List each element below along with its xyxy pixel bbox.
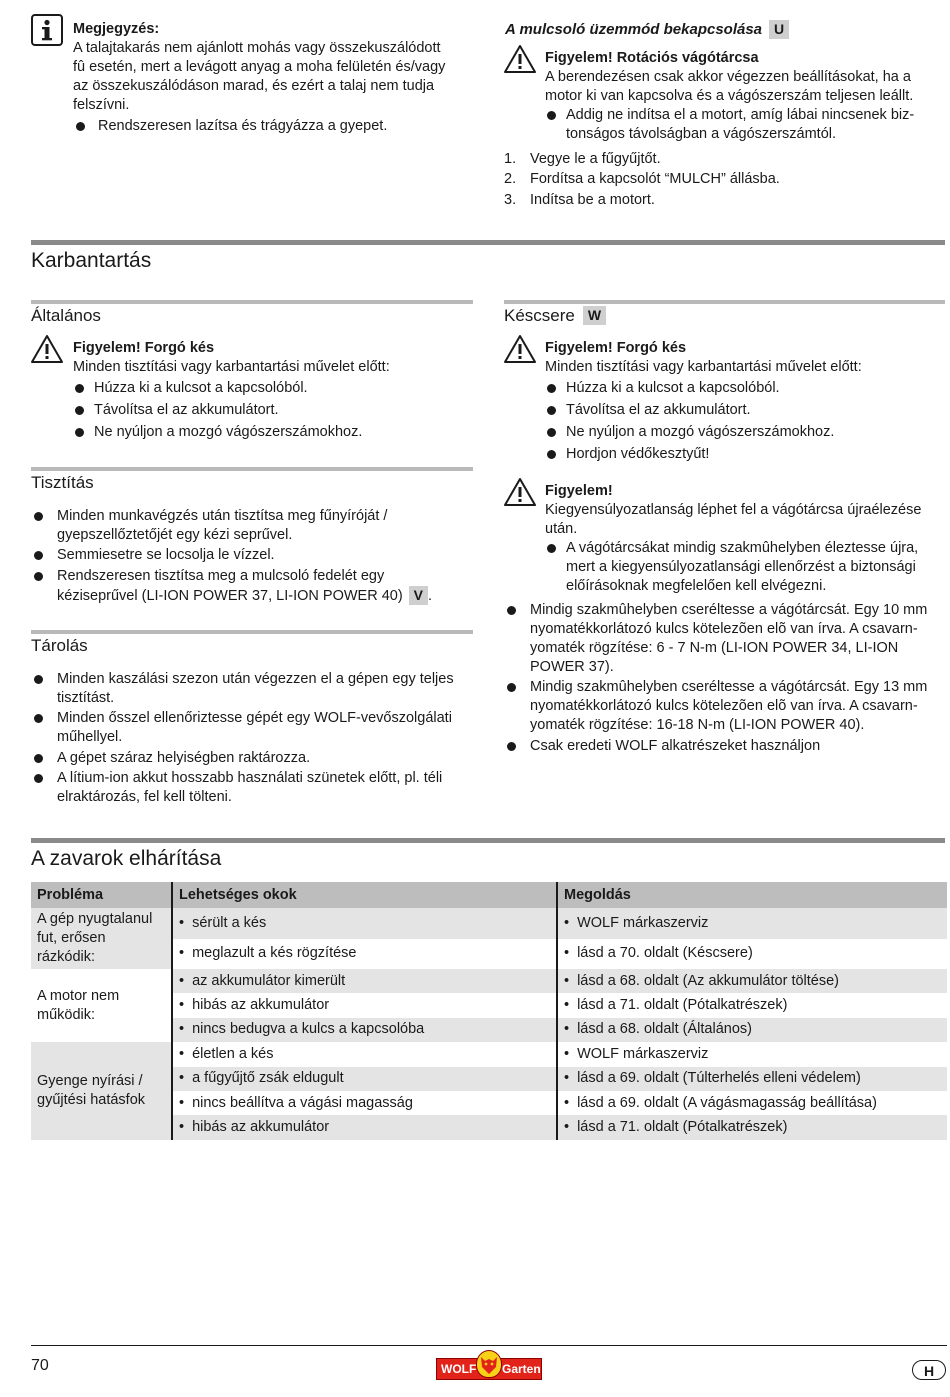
cause-cell: • az akkumulátor kimerült [172, 969, 557, 993]
table-header-cell: Megoldás [557, 882, 947, 908]
balance-warning [545, 482, 947, 596]
note-line: az összekuszálódáson marad, és ezért a talaj nem tudja [73, 78, 435, 94]
footer-divider [31, 1345, 947, 1346]
blade-list [504, 599, 948, 757]
list-item [545, 539, 947, 596]
list-item [504, 678, 948, 735]
list-item-text: Mindig szakmûhelyben cseréltesse a vágótárcsát. Egy 13 mm [530, 679, 928, 695]
cause-cell: • nincs beállítva a vágási magasság [172, 1091, 557, 1115]
general-warning [73, 339, 473, 445]
warning-title: Figyelem! Rotációs vágótárcsa [545, 50, 759, 66]
warning-line: A berendezésen csak akkor végezzen beállításokat, ha a [545, 69, 911, 85]
problem-cell [31, 908, 172, 969]
list-item-text: Mindig szakmûhelyben cseréltesse a vágótárcsát. Egy 10 mm [530, 601, 928, 618]
list-item [31, 546, 473, 565]
list-item [31, 749, 473, 768]
list-item [504, 601, 948, 677]
cleaning-title: Tisztítás [31, 473, 94, 492]
list-item [31, 507, 473, 545]
solution-cell: • lásd a 69. oldalt (A vágásmagasság beállítása) [557, 1091, 947, 1115]
figure-ref-badge: W [583, 306, 606, 325]
list-item [545, 106, 945, 144]
troubleshooting-title: A zavarok elhárítása [31, 847, 222, 870]
subsection-divider [31, 467, 473, 471]
list-item-text: Húzza ki a kulcsot a kapcsolóból. [94, 380, 308, 396]
list-item [31, 567, 473, 606]
table-header-row [31, 882, 947, 908]
list-item [504, 737, 948, 756]
step-number: 3. [504, 191, 517, 208]
list-item-text: gyepszellőztetőjét egy kézi seprűvel. [57, 526, 293, 543]
troubleshooting-table [31, 882, 947, 1140]
blade-title [504, 305, 606, 327]
list-item-text: műhellyel. [57, 729, 123, 745]
note-line: fû esetén, mert a levágott anyag a moha felületén és/vagy [73, 59, 446, 75]
storage-title: Tárolás [31, 636, 88, 655]
list-item-text: Minden munkavégzés után tisztítsa meg fűnyíróját / [57, 507, 388, 524]
cause-cell: • nincs bedugva a kulcs a kapcsolóba [172, 1018, 557, 1042]
logo-text-right: Garten [502, 1362, 541, 1376]
list-item [73, 379, 473, 398]
solution-cell: • lásd a 68. oldalt (Az akkumulátor töltése) [557, 969, 947, 993]
table-row [31, 1042, 947, 1066]
list-item [545, 423, 945, 442]
list-item-text: Csak eredeti WOLF alkatrészeket használjon [530, 737, 821, 754]
subsection-divider [31, 300, 473, 304]
list-item-text: Rendszeresen lazítsa és trágyázza a gyepet. [98, 117, 388, 134]
note-line: felszívni. [73, 97, 130, 113]
general-title: Általános [31, 306, 101, 325]
solution-cell: • lásd a 68. oldalt (Általános) [557, 1018, 947, 1042]
solution-cell: • lásd a 71. oldalt (Pótalkatrészek) [557, 1115, 947, 1139]
list-item-text: Minden kaszálási szezon után végezzen el a gépen egy teljes [57, 670, 454, 687]
list-item [73, 117, 483, 136]
cause-cell: • életlen a kés [172, 1042, 557, 1066]
note-line: A talajtakarás nem ajánlott mohás vagy összekuszálódott [73, 40, 441, 56]
list-item-text: Távolítsa el az akkumulátort. [566, 402, 751, 418]
solution-cell: • WOLF márkaszerviz [557, 1042, 947, 1066]
list-item-text: kéziseprűvel (LI-ION POWER 37, LI-ION POWER 40) [57, 587, 403, 604]
warning-icon [503, 334, 537, 364]
list-item-text: tonságos távolságban a vágószerszámtól. [566, 126, 837, 142]
list-item [545, 401, 945, 420]
page-number: 70 [31, 1357, 49, 1374]
step-number: 2. [504, 171, 517, 187]
list-item-text: A lítium-ion akkut hosszabb használati szünetek előtt, pl. téli [57, 770, 443, 786]
list-item [31, 670, 473, 708]
step-text: Vegye le a fűgyűjtőt. [530, 150, 661, 167]
list-item-text: Ne nyúljon a mozgó vágószerszámokhoz. [94, 424, 363, 440]
warning-line: után. [545, 521, 578, 537]
problem-cell [31, 969, 172, 1042]
list-item-text: A vágótárcsákat mindig szakmûhelyben éleztesse újra, [566, 540, 919, 556]
list-item-text: A gépet száraz helyiségben raktározza. [57, 749, 311, 766]
storage-list [31, 668, 473, 809]
list-item-text: yomaték rögzítése: 6 - 7 N-m (LI-ION POWER 34, LI-ION [530, 639, 899, 656]
step-text: Indítsa be a motort. [530, 191, 655, 208]
solution-cell: • lásd a 71. oldalt (Pótalkatrészek) [557, 993, 947, 1017]
country-badge: H [912, 1360, 946, 1380]
list-item-text: nyomatékkorlátozó kulcs kötelezõen elõ van írva. A csavarn- [530, 620, 918, 637]
list-item [73, 423, 473, 442]
problem-text: A gép nyugtalanul [37, 911, 153, 927]
list-item-text: előírásoknak megfelelően kell elvégezni. [566, 578, 827, 594]
mulch-title-text: A mulcsoló üzemmód bekapcsolása [505, 21, 763, 38]
cleaning-list [31, 505, 473, 607]
step-item [504, 191, 944, 210]
problem-text: működik: [37, 1006, 96, 1023]
solution-cell: • lásd a 70. oldalt (Késcsere) [557, 939, 947, 970]
list-item-text: yomaték rögzítése: 16-18 N-m (LI-ION POWER 40). [530, 717, 865, 733]
table-header-cell: Probléma [31, 882, 172, 908]
cause-cell: • hibás az akkumulátor [172, 993, 557, 1017]
warning-icon [503, 477, 537, 507]
subsection-divider [504, 300, 945, 304]
section-divider [31, 240, 945, 245]
warning-title: Figyelem! Forgó kés [545, 340, 687, 356]
blade-title-text: Késcsere [504, 306, 575, 325]
list-item [31, 709, 473, 747]
solution-cell: • WOLF márkaszerviz [557, 908, 947, 939]
warning-title: Figyelem! [545, 483, 613, 499]
table-row [31, 969, 947, 993]
list-item-text: Hordjon védőkesztyűt! [566, 446, 710, 462]
figure-ref-badge: U [769, 20, 789, 39]
list-item-text: nyomatékkorlátozó kulcs kötelezõen elõ van írva. A csavarn- [530, 698, 918, 714]
subsection-divider [31, 630, 473, 634]
step-item [504, 150, 944, 169]
warning-line: Minden tisztítási vagy karbantartási művelet előtt: [545, 359, 862, 375]
warning-line: motor ki van kapcsolva és a vágószerszám teljesen leállt. [545, 88, 914, 104]
cause-cell: • meglazult a kés rögzítése [172, 939, 557, 970]
list-item-text: tisztítást. [57, 689, 115, 706]
list-item-text: Ne nyúljon a mozgó vágószerszámokhoz. [566, 424, 835, 440]
list-item-text: elraktározás, fel kell tölteni. [57, 789, 232, 805]
warning-line: Kiegyensúlyozatlanság léphet fel a vágótárcsa újraélezése [545, 502, 922, 518]
warning-icon [503, 44, 537, 74]
logo-text-left: WOLF [441, 1362, 477, 1376]
list-item-text: Húzza ki a kulcsot a kapcsolóból. [566, 380, 780, 396]
mulch-warning [545, 49, 945, 144]
step-item [504, 170, 944, 189]
table-header-cell: Lehetséges okok [172, 882, 557, 908]
maintenance-title: Karbantartás [31, 249, 152, 272]
problem-text: A motor nem [37, 987, 120, 1004]
mulch-section-title [505, 20, 789, 40]
cause-cell: • hibás az akkumulátor [172, 1115, 557, 1139]
list-item-text: Addig ne indítsa el a motort, amíg lábai nincsenek biz- [566, 107, 915, 123]
list-item [73, 401, 473, 420]
list-item-text: mert a kiegyensúlyozatlansági ellenőrzést a biztonsági [566, 559, 916, 575]
step-text: Fordítsa a kapcsolót “MULCH” állásba. [530, 171, 780, 187]
list-item-text: Rendszeresen tisztítsa meg a mulcsoló fedelét egy [57, 567, 385, 584]
note-title: Megjegyzés: [73, 21, 160, 37]
warning-line: Minden tisztítási vagy karbantartási művelet előtt: [73, 359, 390, 375]
list-item [31, 769, 473, 807]
list-item-text: POWER 37). [530, 658, 614, 675]
section-divider [31, 838, 945, 843]
problem-text: fut, erősen rázkódik: [37, 930, 106, 965]
list-item-text: Minden ősszel ellenőriztesse gépét egy WOLF-vevőszolgálati [57, 710, 452, 726]
list-item-text: Semmiesetre se locsolja le vízzel. [57, 547, 275, 563]
list-item [545, 445, 945, 464]
cause-cell: • a fűgyűjtő zsák eldugult [172, 1067, 557, 1091]
blade-warning [545, 339, 945, 467]
problem-cell [31, 1042, 172, 1140]
step-number: 1. [504, 150, 517, 167]
note-block [73, 20, 483, 137]
list-item-text: . [428, 587, 433, 604]
problem-text: gyűjtési hatásfok [37, 1091, 146, 1108]
info-icon [31, 14, 63, 46]
figure-ref-badge: V [409, 586, 428, 605]
warning-title: Figyelem! Forgó kés [73, 340, 215, 356]
list-item-text: Távolítsa el az akkumulátort. [94, 402, 279, 418]
solution-cell: • lásd a 69. oldalt (Túlterhelés elleni védelem) [557, 1067, 947, 1091]
mulch-steps [504, 148, 944, 211]
list-item [545, 379, 945, 398]
table-row [31, 908, 947, 939]
wolf-garten-logo [436, 1350, 542, 1380]
cause-cell: • sérült a kés [172, 908, 557, 939]
warning-icon [30, 334, 64, 364]
problem-text: Gyenge nyírási / [37, 1072, 143, 1089]
